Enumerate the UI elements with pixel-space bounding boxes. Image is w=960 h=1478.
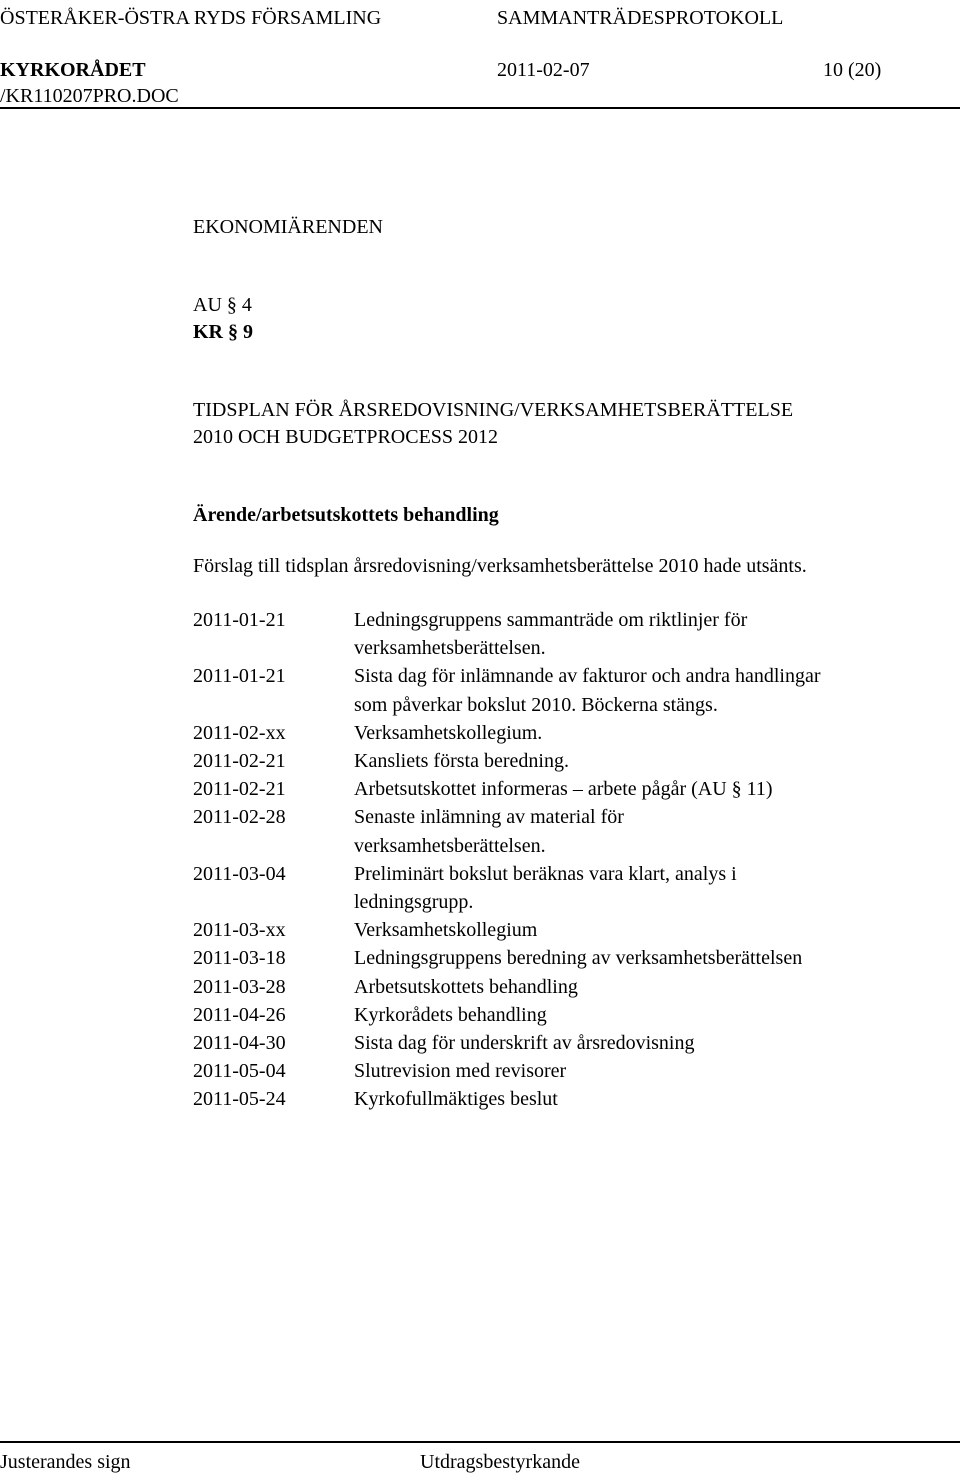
schedule-text: Preliminärt bokslut beräknas vara klart, analys i ledningsgrupp. (354, 862, 737, 914)
header-file-name: /KR110207PRO.DOC (0, 85, 179, 107)
schedule-date: 2011-04-30 (193, 1032, 286, 1055)
schedule-row (193, 973, 933, 1001)
schedule-text: Sista dag för inlämnande av fakturor och andra handlingar som påverkar bokslut 2010. Böckerna stängs. (354, 665, 821, 716)
schedule-row (193, 719, 933, 747)
schedule-row (193, 1001, 933, 1029)
schedule-date: 2011-02-21 (193, 778, 286, 801)
item-title-line2: 2010 OCH BUDGETPROCESS 2012 (193, 426, 499, 448)
header-date: 2011-02-07 (497, 59, 590, 81)
schedule-date: 2011-03-04 (193, 862, 286, 885)
paragraph-ref-kr: KR § 9 (193, 321, 253, 343)
schedule-text: Kyrkorådets behandling (354, 1003, 547, 1026)
header-doc-type: SAMMANTRÄDESPROTOKOLL (497, 7, 784, 29)
schedule-date: 2011-02-xx (193, 721, 286, 744)
header-body: KYRKORÅDET (0, 59, 146, 81)
schedule-text: Arbetsutskottet informeras – arbete pågår (AU § 11) (354, 778, 773, 801)
schedule-list (193, 606, 933, 1114)
schedule-text: Kansliets första beredning. (354, 750, 569, 773)
schedule-row (193, 916, 933, 944)
schedule-date: 2011-02-28 (193, 806, 286, 829)
schedule-text: Verksamhetskollegium (354, 919, 538, 942)
schedule-date: 2011-01-21 (193, 609, 286, 631)
schedule-text: Senaste inlämning av material för verksamhetsberättelsen. (354, 806, 624, 857)
paragraph-ref-au: AU § 4 (193, 294, 252, 316)
schedule-row (193, 803, 933, 859)
schedule-date: 2011-03-xx (193, 919, 286, 942)
section-title: EKONOMIÄRENDEN (193, 216, 383, 238)
header-rule (0, 107, 960, 109)
schedule-date: 2011-01-21 (193, 665, 286, 688)
schedule-text: Verksamhetskollegium. (354, 721, 543, 744)
footer-rule (0, 1441, 960, 1443)
schedule-text: Ledningsgruppens beredning av verksamhetsberättelsen (354, 947, 803, 970)
footer-certification-label: Utdragsbestyrkande (420, 1451, 580, 1473)
schedule-row (193, 662, 933, 718)
header-page-number: 10 (20) (823, 59, 882, 81)
schedule-row (193, 775, 933, 803)
schedule-text: Sista dag för underskrift av årsredovisning (354, 1032, 695, 1055)
header-org: ÖSTERÅKER-ÖSTRA RYDS FÖRSAMLING (0, 7, 382, 29)
schedule-row (193, 1029, 933, 1057)
schedule-row (193, 944, 933, 972)
schedule-date: 2011-03-28 (193, 975, 286, 998)
schedule-date: 2011-05-24 (193, 1088, 286, 1111)
schedule-text: Arbetsutskottets behandling (354, 975, 578, 998)
intro-text: Förslag till tidsplan årsredovisning/verksamhetsberättelse 2010 hade utsänts. (193, 555, 807, 577)
schedule-text: Ledningsgruppens sammanträde om riktlinjer för verksamhetsberättelsen. (354, 609, 748, 660)
footer-signature-label: Justerandes sign (0, 1451, 131, 1473)
schedule-text: Kyrkofullmäktiges beslut (354, 1088, 558, 1111)
schedule-date: 2011-02-21 (193, 750, 286, 773)
schedule-text: Slutrevision med revisorer (354, 1060, 567, 1083)
schedule-row (193, 860, 933, 916)
item-title-line1: TIDSPLAN FÖR ÅRSREDOVISNING/VERKSAMHETSBERÄTTELSE (193, 399, 794, 421)
subheading: Ärende/arbetsutskottets behandling (193, 504, 499, 526)
schedule-row (193, 606, 933, 662)
schedule-date: 2011-04-26 (193, 1003, 286, 1026)
schedule-row (193, 1057, 933, 1085)
schedule-date: 2011-03-18 (193, 947, 286, 970)
schedule-date: 2011-05-04 (193, 1060, 286, 1083)
schedule-row (193, 1085, 933, 1113)
schedule-row (193, 747, 933, 775)
